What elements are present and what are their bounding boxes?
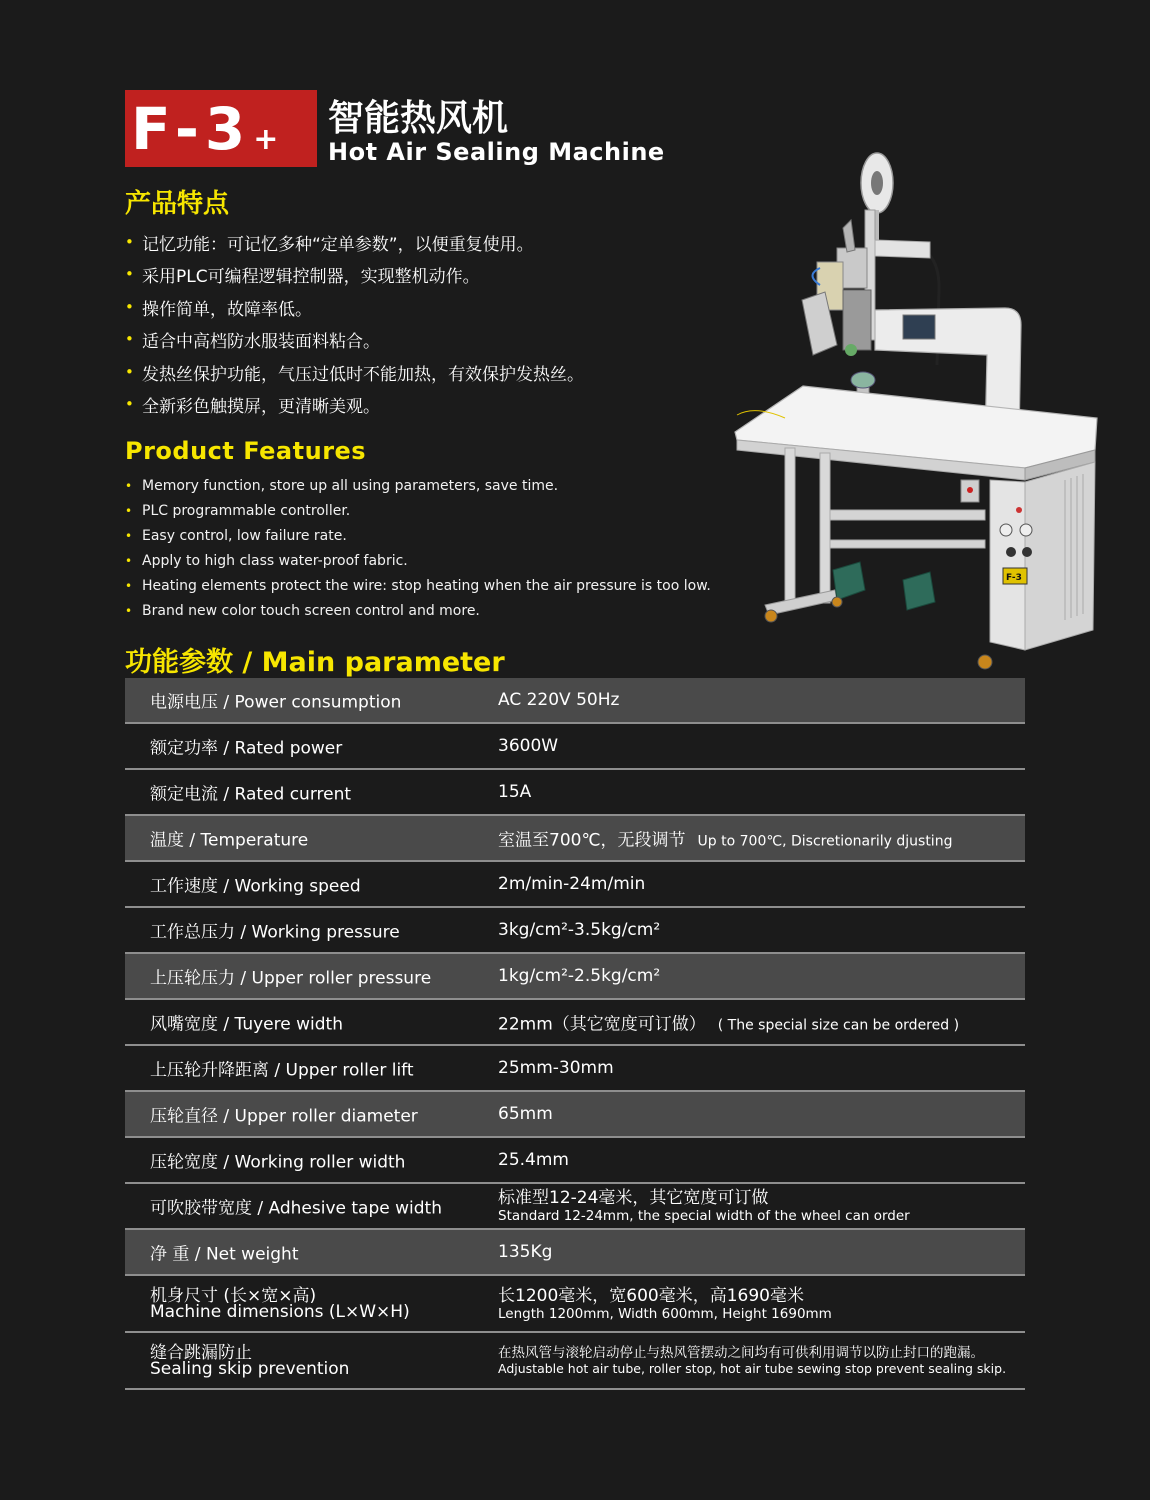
features-cn-heading: 产品特点 bbox=[125, 189, 230, 219]
feature-en-item: • Apply to high class water-proof fabric. bbox=[125, 551, 711, 576]
table-row bbox=[125, 862, 1025, 908]
table-row bbox=[125, 1184, 1025, 1230]
param-value: 22mm（其它宽度可订做） bbox=[498, 1014, 706, 1035]
param-value-wrap bbox=[498, 1010, 959, 1035]
table-row bbox=[125, 724, 1025, 770]
table-row bbox=[125, 1138, 1025, 1184]
feature-cn-item: • 全新彩色触摸屏，更清晰美观。 bbox=[125, 394, 584, 426]
param-name-wrap bbox=[150, 1285, 410, 1322]
param-value-en: Standard 12-24mm, the special width of the wheel can order bbox=[498, 1208, 910, 1224]
param-name: 额定功率 / Rated power bbox=[150, 738, 343, 759]
model-logo bbox=[125, 90, 317, 167]
machine-illustration bbox=[725, 150, 1115, 680]
param-name: 机身尺寸 (长×宽×高) bbox=[150, 1285, 317, 1306]
title-english: Hot Air Sealing Machine bbox=[328, 138, 665, 166]
param-value-wrap bbox=[498, 1286, 832, 1322]
param-value-en: Adjustable hot air tube, roller stop, hot air tube sewing stop prevent sealing skip. bbox=[498, 1360, 1007, 1376]
param-value: 15A bbox=[498, 782, 532, 802]
table-row bbox=[125, 1046, 1025, 1092]
table-row bbox=[125, 1276, 1025, 1333]
param-value: 3kg/cm²-3.5kg/cm² bbox=[498, 920, 661, 940]
features-en-list bbox=[125, 476, 711, 626]
table-row bbox=[125, 816, 1025, 862]
param-value: 室温至700℃，无段调节 bbox=[498, 830, 686, 851]
features-en-heading: Product Features bbox=[125, 437, 367, 465]
feature-en-item: • Easy control, low failure rate. bbox=[125, 526, 711, 551]
heating-head bbox=[802, 220, 871, 356]
param-value: AC 220V 50Hz bbox=[498, 690, 620, 710]
param-value: 在热风管与滚轮启动停止与热风管摆动之间均有可供利用调节以防止封口的跑漏。 bbox=[498, 1344, 984, 1361]
feature-cn-item: • 操作简单，故障率低。 bbox=[125, 297, 584, 329]
param-note: Up to 700℃, Discretionarily djusting bbox=[697, 833, 953, 850]
param-value: 25.4mm bbox=[498, 1150, 569, 1170]
features-cn-list bbox=[125, 232, 584, 426]
param-value: 135Kg bbox=[498, 1242, 553, 1262]
param-name: 可吹胶带宽度 / Adhesive tape width bbox=[150, 1198, 442, 1219]
feature-cn-item: • 适合中高档防水服装面料粘合。 bbox=[125, 329, 584, 361]
feature-en-item: • Heating elements protect the wire: stop heating when the air pressure is too low. bbox=[125, 576, 711, 601]
param-note: ( The special size can be ordered ) bbox=[717, 1017, 960, 1034]
param-value: 长1200毫米，宽600毫米，高1690毫米 bbox=[498, 1285, 804, 1306]
table-row bbox=[125, 1333, 1025, 1390]
param-name-en: Sealing skip prevention bbox=[150, 1358, 350, 1379]
param-value: 标准型12-24毫米，其它宽度可订做 bbox=[498, 1188, 769, 1208]
param-name: 风嘴宽度 / Tuyere width bbox=[150, 1014, 343, 1035]
feature-cn-item: • 发热丝保护功能，气压过低时不能加热，有效保护发热丝。 bbox=[125, 362, 584, 394]
param-name: 温度 / Temperature bbox=[150, 830, 309, 851]
touch-screen bbox=[903, 315, 935, 339]
param-name: 额定电流 / Rated current bbox=[150, 784, 352, 805]
param-name-en: Machine dimensions (L×W×H) bbox=[150, 1301, 410, 1322]
params-table bbox=[125, 678, 1025, 1390]
table-row bbox=[125, 908, 1025, 954]
param-value-wrap bbox=[498, 1188, 910, 1224]
param-name: 压轮直径 / Upper roller diameter bbox=[150, 1106, 418, 1127]
param-name: 电源电压 / Power consumption bbox=[150, 692, 402, 713]
param-name: 上压轮压力 / Upper roller pressure bbox=[150, 968, 432, 989]
param-value: 2m/min-24m/min bbox=[498, 874, 646, 894]
feature-cn-item: • 采用PLC可编程逻辑控制器，实现整机动作。 bbox=[125, 264, 584, 296]
param-value: 3600W bbox=[498, 736, 559, 756]
param-name: 缝合跳漏防止 bbox=[150, 1342, 252, 1363]
param-name: 工作速度 / Working speed bbox=[150, 876, 361, 897]
table-row bbox=[125, 678, 1025, 724]
table-row bbox=[125, 1000, 1025, 1046]
feature-cn-item: • 记忆功能：可记忆多种“定单参数”，以便重复使用。 bbox=[125, 232, 584, 264]
model-logo-text: F-3 bbox=[131, 94, 252, 163]
param-value-wrap bbox=[498, 826, 952, 851]
table-row bbox=[125, 770, 1025, 816]
model-logo-plus: + bbox=[253, 122, 279, 157]
table-row bbox=[125, 1230, 1025, 1276]
param-value: 65mm bbox=[498, 1104, 553, 1124]
param-value: 1kg/cm²-2.5kg/cm² bbox=[498, 966, 661, 986]
param-value-en: Length 1200mm, Width 600mm, Height 1690mm bbox=[498, 1305, 832, 1322]
param-name: 上压轮升降距离 / Upper roller lift bbox=[150, 1060, 414, 1081]
feature-en-item: • Brand new color touch screen control and more. bbox=[125, 601, 711, 626]
feature-en-item: • PLC programmable controller. bbox=[125, 501, 711, 526]
param-name: 压轮宽度 / Working roller width bbox=[150, 1152, 406, 1173]
feature-en-item: • Memory function, store up all using parameters, save time. bbox=[125, 476, 711, 501]
panel-label: F-3 bbox=[1006, 573, 1022, 583]
table-row bbox=[125, 1092, 1025, 1138]
title-chinese: 智能热风机 bbox=[328, 98, 509, 139]
param-name: 工作总压力 / Working pressure bbox=[150, 922, 400, 943]
params-heading: 功能参数 / Main parameter bbox=[125, 647, 505, 678]
param-name-wrap bbox=[150, 1342, 350, 1379]
table-row bbox=[125, 954, 1025, 1000]
param-value-wrap bbox=[498, 1345, 1006, 1377]
param-value: 25mm-30mm bbox=[498, 1058, 614, 1078]
param-name: 净 重 / Net weight bbox=[150, 1244, 299, 1265]
